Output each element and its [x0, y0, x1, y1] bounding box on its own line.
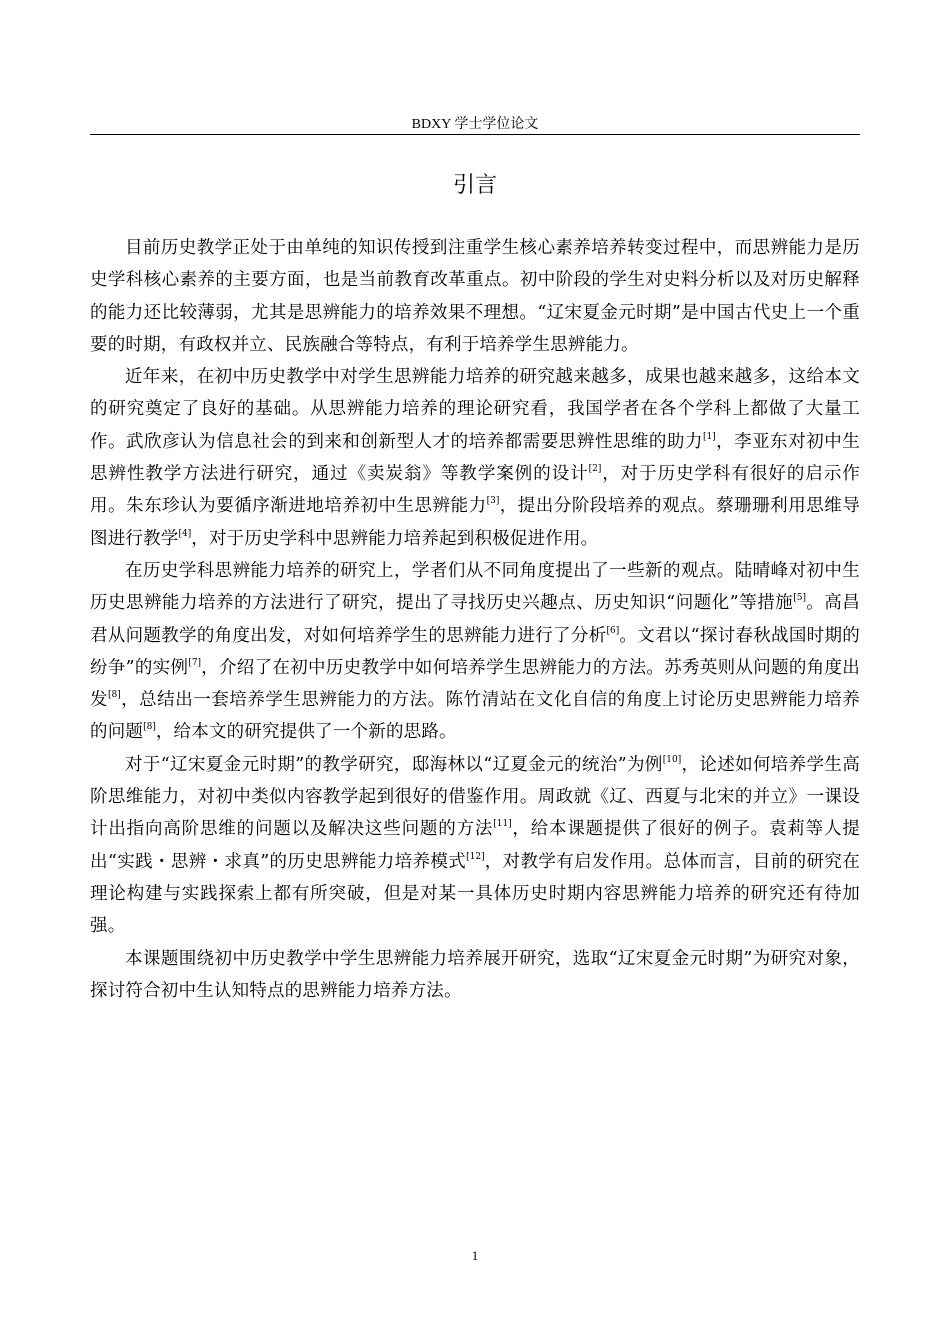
paragraph-text: 本课题围绕初中历史教学中学生思辨能力培养展开研究，选取“辽宋夏金元时期”为研究对象，探讨符合初中生认知特点的思辨能力培养方法。	[90, 948, 860, 1001]
paragraph-text: 目前历史教学正处于由单纯的知识传授到注重学生核心素养培养转变过程中，而思辨能力是历史学科核心素养的主要方面，也是当前教育改革重点。初中阶段的学生对史料分析以及对历史解释的能力还比较薄弱，尤其是思辨能力的培养效果不理想。“辽宋夏金元时期”是中国古代史上一个重要的时期，有政权并立、民族融合等特点，有利于培养学生思辨能力。	[90, 238, 860, 355]
header-rule	[90, 134, 860, 135]
body-paragraph	[90, 555, 860, 749]
citation-marker: [8]	[143, 722, 156, 733]
paragraph-text: ，总结出一套培养学生思辨能力的方法。陈竹清站在文化自信的角度上讨论历史思辨能力培养的问题	[90, 690, 860, 743]
paragraph-text: ，给本文的研究提供了一个新的思路。	[155, 722, 457, 743]
citation-marker: [12]	[466, 851, 485, 862]
citation-marker: [8]	[108, 690, 121, 701]
citation-marker: [5]	[793, 593, 806, 604]
paragraph-text: 。文君以“探讨春秋战国时期的纷争”的实例	[90, 625, 860, 678]
paragraph-text: ，对教学有启发作用。总体而言，目前的研究在理论构建与实践探索上都有所突破，但是对某一具体历史时期内容思辨能力培养的研究还有待加强。	[90, 851, 860, 937]
citation-marker: [7]	[188, 657, 202, 668]
paragraph-text: ，对于历史学科中思辨能力培养起到积极促进作用。	[191, 528, 599, 549]
running-header: BDXY 学士学位论文	[411, 117, 539, 132]
citation-marker: [2]	[588, 463, 602, 474]
citation-marker: [4]	[178, 528, 192, 539]
section-title: 引言	[452, 173, 497, 198]
body-paragraph	[90, 361, 860, 555]
citation-marker: [1]	[703, 431, 716, 442]
paragraph-text: 在历史学科思辨能力培养的研究上，学者们从不同角度提出了一些新的观点。陆晴峰对初中生历史思辨能力培养的方法进行了研究，提出了寻找历史兴趣点、历史知识“问题化”等措施	[90, 560, 860, 614]
paragraph-text: ，介绍了在初中历史教学中如何培养学生思辨能力的方法。苏秀英则从问题的角度出发	[90, 657, 860, 711]
paragraph-text: ，提出分阶段培养的观点。蔡珊珊利用思维导图进行教学	[90, 496, 860, 549]
paragraph-text: ，给本课题提供了很好的例子。袁莉等人提出“实践・思辨・求真”的历史思辨能力培养模式	[90, 819, 860, 872]
body-text	[90, 232, 860, 1007]
body-paragraph	[90, 943, 860, 1008]
citation-marker: [10]	[662, 754, 682, 765]
citation-marker: [3]	[486, 496, 500, 507]
body-paragraph	[90, 232, 860, 361]
page-number: 1	[471, 1248, 479, 1263]
paragraph-text: ，对于历史学科有很好的启示作用。朱东珍认为要循序渐进地培养初中生思辨能力	[90, 464, 860, 517]
paragraph-text: 对于“辽宋夏金元时期”的教学研究，邸海林以“辽夏金元的统治”为例	[125, 754, 663, 775]
paragraph-text: 近年来，在初中历史教学中对学生思辨能力培养的研究越来越多，成果也越来越多，这给本文的研究奠定了良好的基础。从思辨能力培养的理论研究看，我国学者在各个学科上都做了大量工作。武欣彦认为信息社会的到来和创新型人才的培养都需要思辨性思维的助力	[90, 367, 860, 452]
paragraph-text: ，李亚东对初中生思辨性教学方法进行研究，通过《卖炭翁》等教学案例的设计	[90, 431, 860, 485]
body-paragraph	[90, 749, 860, 943]
paragraph-text: 。高昌君从问题教学的角度出发，对如何培养学生的思辨能力进行了分析	[90, 593, 860, 646]
citation-marker: [6]	[606, 625, 620, 636]
citation-marker: [11]	[493, 819, 512, 830]
paragraph-text: ，论述如何培养学生高阶思维能力，对初中类似内容教学起到很好的借鉴作用。周政就《辽、西夏与北宋的并立》一课设计出指向高阶思维的问题以及解决这些问题的方法	[90, 754, 861, 840]
